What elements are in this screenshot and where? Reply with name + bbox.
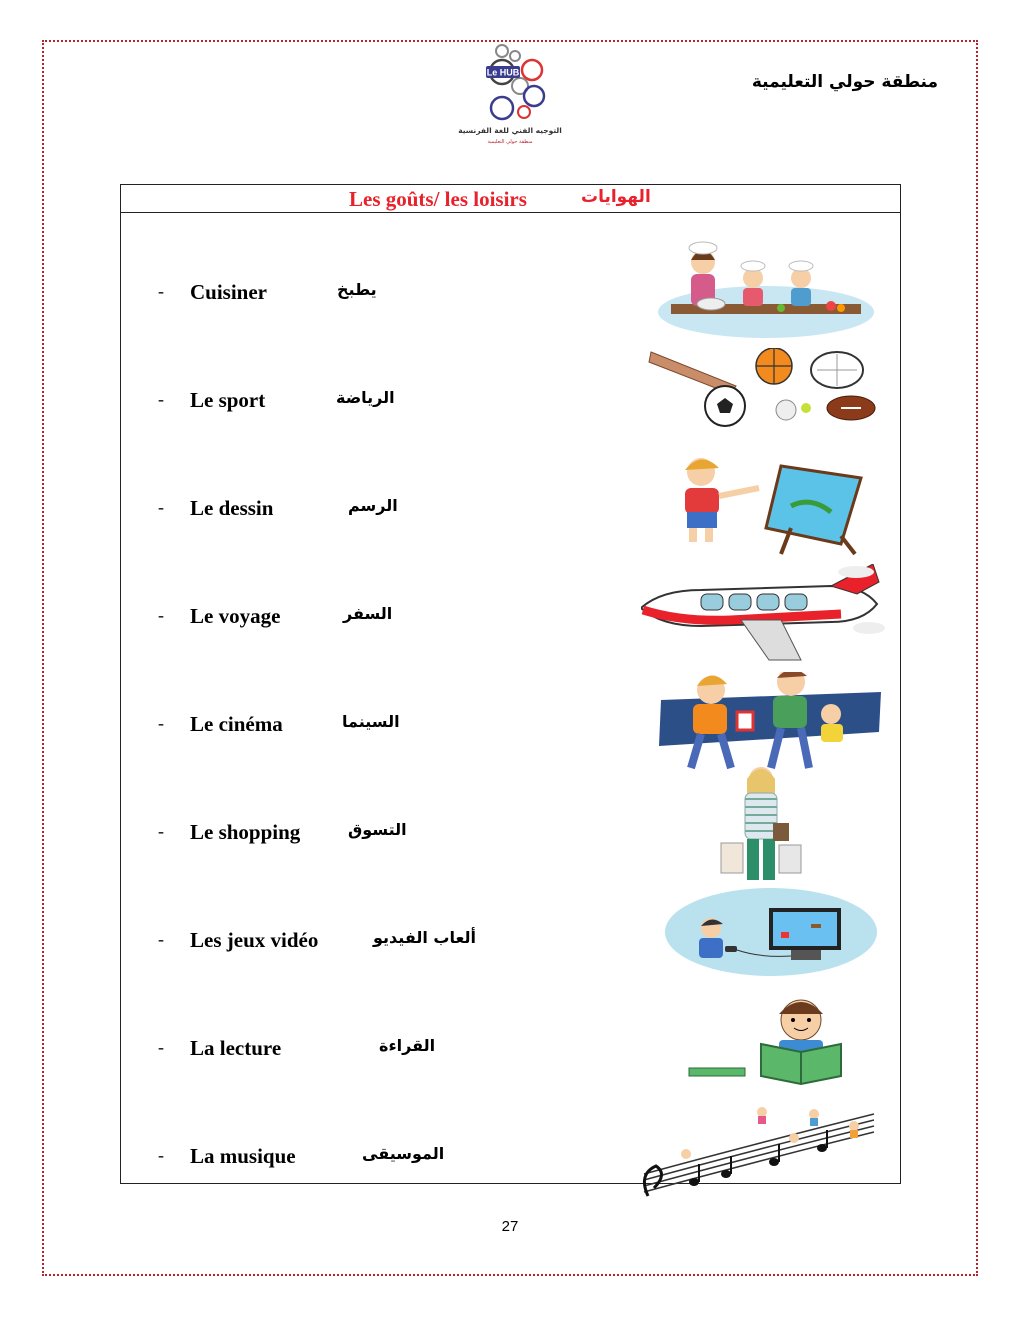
hobby-fr: La musique xyxy=(190,1144,296,1168)
hobby-row-sport xyxy=(121,348,900,448)
hobby-row-dessin xyxy=(121,456,900,556)
row-bullet: - xyxy=(158,605,164,625)
hobby-ar: القراءة xyxy=(379,1036,436,1055)
hobby-row-cuisiner xyxy=(121,240,900,340)
child-painting-icon xyxy=(641,456,886,556)
cooking-family-icon xyxy=(641,240,886,340)
hobby-fr: Le dessin xyxy=(190,496,274,520)
hobby-fr: Le shopping xyxy=(190,820,301,844)
page-number: 27 xyxy=(501,1218,519,1235)
hobbies-table xyxy=(120,184,901,1184)
hobby-ar: الرسم xyxy=(348,496,398,515)
svg-text:منطقة حولي التعليمية: منطقة حولي التعليمية xyxy=(487,139,533,145)
row-bullet: - xyxy=(158,1145,164,1165)
row-bullet: - xyxy=(158,929,164,949)
hobby-ar: يطبخ xyxy=(337,280,377,299)
table-title-fr: Les goûts/ les loisirs xyxy=(349,187,527,211)
airplane-icon xyxy=(641,564,886,664)
row-bullet: - xyxy=(158,1037,164,1057)
music-notes-icon xyxy=(629,1104,884,1204)
hobby-ar: الموسيقى xyxy=(362,1144,445,1163)
svg-text:Le HUB: Le HUB xyxy=(486,67,520,78)
table-header xyxy=(121,185,900,213)
hobby-row-musique xyxy=(121,1104,900,1204)
video-game-icon xyxy=(641,888,886,988)
row-bullet: - xyxy=(158,497,164,517)
hobby-fr: Le cinéma xyxy=(190,712,283,736)
hobby-ar: ألعاب الفيديو xyxy=(373,928,476,947)
hobby-ar: السينما xyxy=(342,712,400,731)
table-title-ar: الهوايات xyxy=(581,187,651,207)
sports-balls-icon xyxy=(641,348,886,448)
svg-text:التوجيه الفني للغة الفرنسية: التوجيه الفني للغة الفرنسية xyxy=(458,126,562,135)
row-bullet: - xyxy=(158,389,164,409)
hobby-row-jeux-video xyxy=(121,888,900,988)
row-bullet: - xyxy=(158,821,164,841)
hobby-fr: Cuisiner xyxy=(190,280,268,304)
hobby-fr: Le voyage xyxy=(190,604,281,628)
hobby-fr: La lecture xyxy=(190,1036,282,1060)
hobby-fr: Les jeux vidéo xyxy=(190,928,319,952)
hobby-ar: التسوق xyxy=(348,820,407,839)
hub-logo xyxy=(450,42,570,150)
hobby-fr: Le sport xyxy=(190,388,266,412)
hobby-ar: الرياضة xyxy=(336,388,395,407)
hobby-row-voyage xyxy=(121,564,900,664)
row-bullet: - xyxy=(158,281,164,301)
row-bullet: - xyxy=(158,713,164,733)
hobby-row-shopping xyxy=(121,780,900,880)
region-title: منطقة حولي التعليمية xyxy=(751,72,938,92)
hobby-ar: السفر xyxy=(343,604,393,623)
shopping-woman-icon xyxy=(641,750,886,880)
hobby-row-lecture xyxy=(121,996,900,1096)
reading-boy-icon xyxy=(641,996,886,1096)
